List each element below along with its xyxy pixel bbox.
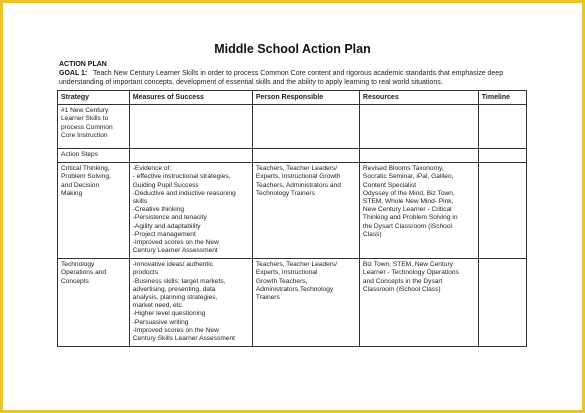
action-steps-cell: Action Steps <box>58 149 130 163</box>
strategy-cell <box>58 105 130 149</box>
resources-cell <box>359 163 478 259</box>
goal-label: GOAL 1: <box>59 70 88 77</box>
cell-line: the Dysart Classroom (iSchool <box>362 222 452 230</box>
resources-cell <box>359 105 478 149</box>
measures-cell <box>129 259 252 347</box>
strategy-cell <box>58 163 130 259</box>
cell-line: -Evidence of: <box>132 165 172 173</box>
cell-line: - effective instructional strategies, <box>132 173 231 181</box>
person-cell <box>252 105 359 149</box>
table-row <box>58 149 527 163</box>
timeline-cell <box>478 163 526 259</box>
cell-line: Core Instruction <box>61 131 108 139</box>
timeline-cell <box>478 105 526 149</box>
cell-line: -Persistence and tenacity <box>132 214 207 222</box>
cell-line: Odyssey of the Mind, Biz Town, <box>362 189 455 197</box>
cell-line: -Innovative ideas/ authentic <box>132 261 214 269</box>
cell-line: -Improved scores on the New <box>132 239 219 247</box>
cell-line: Learner - Technology Operations <box>362 269 459 277</box>
cell-line: and Decision <box>61 181 100 189</box>
cell-line: Technology <box>61 261 95 269</box>
cell-line: Century Learner Assessment <box>132 247 218 255</box>
cell-line: Growth Teachers, <box>255 277 308 285</box>
cell-line: Century Skills Learner Assessment <box>132 335 235 343</box>
measures-cell <box>129 105 252 149</box>
person-cell <box>252 149 359 163</box>
cell-line: -Persuasive writing <box>132 318 189 326</box>
cell-line: Revised Blooms Taxonomy, <box>362 165 444 173</box>
cell-line: Making <box>61 189 83 197</box>
cell-line: Biz Town, STEM, New Century <box>362 261 453 269</box>
header-timeline: Timeline <box>478 91 526 105</box>
cell-line: skills <box>132 198 148 206</box>
resources-cell <box>359 149 478 163</box>
cell-line: Teachers, Teacher Leaders/ <box>255 165 338 173</box>
cell-line: Teachers, Teacher Leaders/ <box>255 261 338 269</box>
cell-line: -Project management <box>132 230 196 238</box>
cell-line: process Common <box>61 123 113 131</box>
cell-line: Administrators,Technology <box>255 285 334 293</box>
cell-line: Socratic Seminar, iPal, Galileo, <box>362 173 454 181</box>
measures-cell <box>129 163 252 259</box>
cell-line: market need, etc. <box>132 302 184 310</box>
timeline-cell <box>478 149 526 163</box>
cell-line: -Improved scores on the New <box>132 326 219 334</box>
header-person: Person Responsible <box>252 91 359 105</box>
header-resources: Resources <box>359 91 478 105</box>
header-strategy: Strategy <box>58 91 130 105</box>
cell-line: Teachers, Administrators and <box>255 181 341 189</box>
cell-line: -Higher level questioning <box>132 310 206 318</box>
cell-line: Concepts <box>61 277 89 285</box>
cell-line: Learner Skills to <box>61 115 109 123</box>
measures-cell <box>129 149 252 163</box>
cell-line: Classroom (iSchool Class) <box>362 285 441 293</box>
cell-line: Content Specialist <box>362 181 417 189</box>
table-header-row <box>58 91 527 105</box>
strategy-cell <box>58 259 130 347</box>
cell-line: Operations and <box>61 269 107 277</box>
cell-line: analysis, planning strategies, <box>132 294 218 302</box>
cell-line: #1 New Century <box>61 107 109 115</box>
cell-line: -Deductive and inductive reasoning <box>132 189 236 197</box>
cell-line: advertising, presenting, data <box>132 285 216 293</box>
cell-line: Experts, Instructional <box>255 269 318 277</box>
table-row <box>58 163 527 259</box>
goal-text-line2: understanding of important concepts, development of essential skills and the ability to apply learning to real world situations. <box>59 79 443 86</box>
timeline-cell <box>478 259 526 347</box>
page-title: Middle School Action Plan <box>214 42 371 56</box>
cell-line: STEM, Whole New Mind- Pink, <box>362 198 454 206</box>
cell-line: Technology Trainers <box>255 189 315 197</box>
cell-line: Trainers <box>255 294 280 302</box>
table-row <box>58 105 527 149</box>
cell-line: New Century Learner - Critical <box>362 206 452 214</box>
cell-line: Guiding Pupil Success <box>132 181 199 189</box>
table-row <box>58 259 527 347</box>
header-measures: Measures of Success <box>129 91 252 105</box>
cell-line: -Creative thinking <box>132 206 185 214</box>
action-plan-table <box>57 90 527 347</box>
goal-text-line1: Teach New Century Learner Skills in order to process Common Core content and rigorous academic standards that emphasize deep <box>93 70 504 77</box>
person-cell <box>252 163 359 259</box>
cell-line: Thinking and Problem Solving in <box>362 214 458 222</box>
cell-line: Class) <box>362 230 382 238</box>
cell-line: Experts, Instructional Growth <box>255 173 341 181</box>
cell-line: and Concepts in the Dysart <box>362 277 443 285</box>
cell-line: -Agility and adaptability <box>132 222 201 230</box>
cell-line: Critical Thinking, <box>61 165 110 173</box>
cell-line: products <box>132 269 159 277</box>
cell-line: Problem Solving, <box>61 173 111 181</box>
person-cell <box>252 259 359 347</box>
action-plan-label: ACTION PLAN <box>59 61 107 68</box>
resources-cell <box>359 259 478 347</box>
cell-line: -Business skills: target markets, <box>132 277 226 285</box>
